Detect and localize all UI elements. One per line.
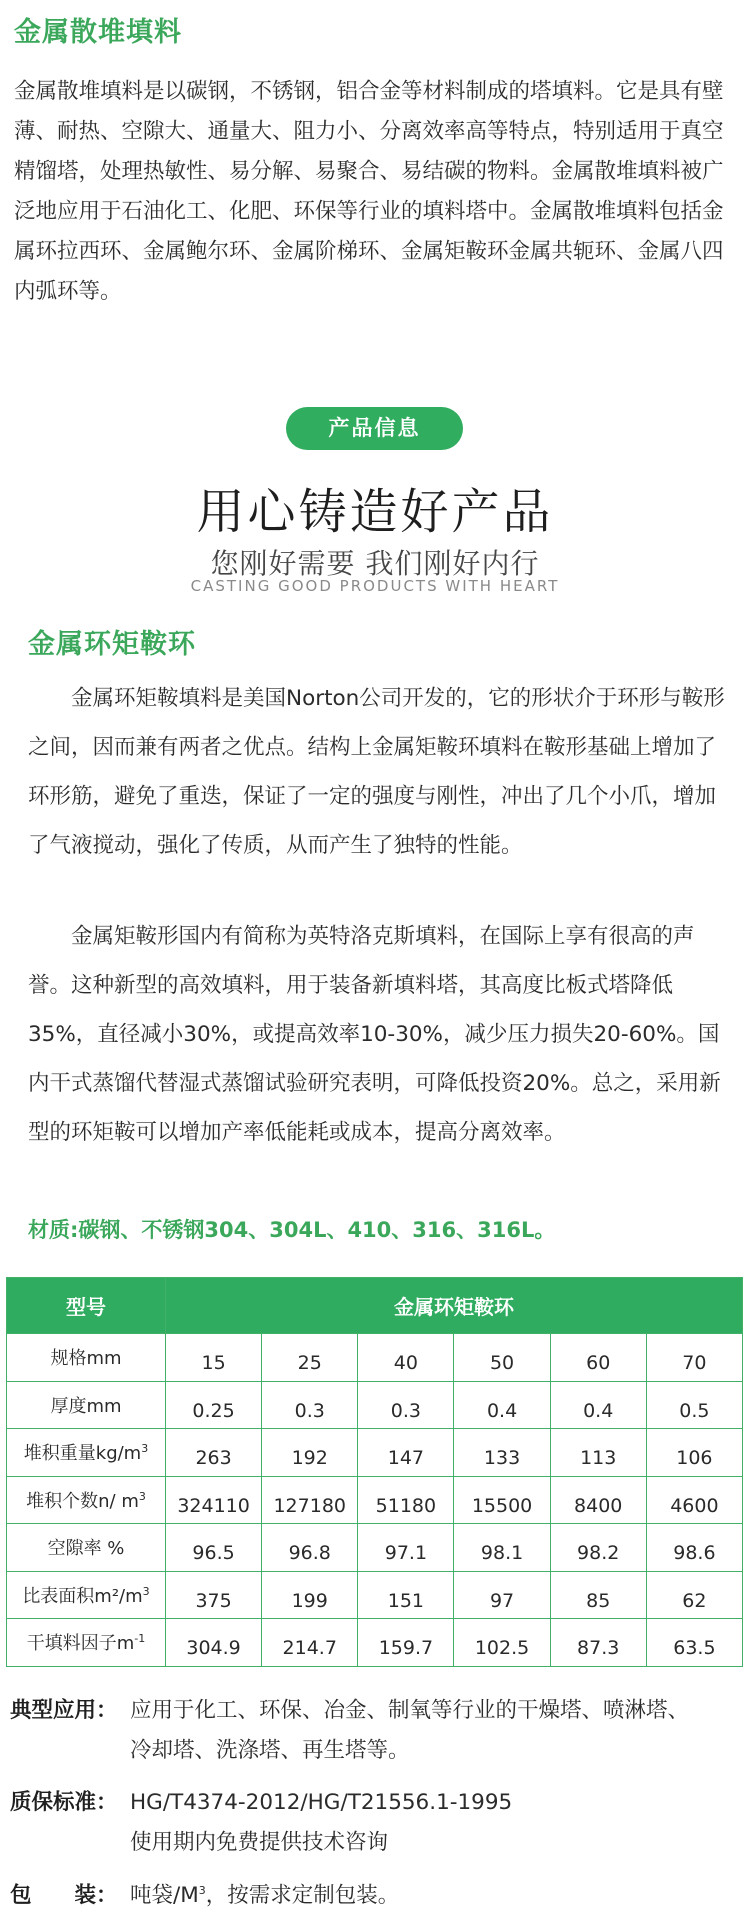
table-cell: 0.5 [646, 1381, 742, 1429]
row-label-text: 空隙率 % [47, 1538, 125, 1560]
product-info-badge: 产品信息 [286, 407, 463, 450]
row-label-text: 比表面积m²/m [22, 1585, 143, 1607]
table-cell: 60 [550, 1334, 646, 1382]
table-row [7, 1429, 743, 1477]
table-cell: 70 [646, 1334, 742, 1382]
packing-value-post: ，按需求定制包装。 [205, 1883, 400, 1908]
slogan-english: CASTING GOOD PRODUCTS WITH HEART [190, 577, 560, 595]
row-label-text: 堆积重量kg/m [23, 1443, 142, 1465]
row-label [7, 1571, 166, 1619]
table-cell: 96.8 [262, 1524, 358, 1572]
standard-line-1: HG/T4374-2012/HG/T21556.1-1995 [130, 1790, 513, 1815]
description-paragraph-2: 金属矩鞍形国内有简称为英特洛克斯填料，在国际上享有很高的声誉。这种新型的高效填料，用于装备新填料塔，其高度比板式塔降低35%，直径减小30%，或提高效率10-30%，减少压力损失20-60%。国内干式蒸馏代替湿式蒸馏试验研究表明，可降低投资20%。总之，采用新型的环矩鞍可以增加产率低能耗或成本，提高分离效率。 [28, 924, 721, 1145]
table-cell: 63.5 [646, 1619, 742, 1667]
spec-table-body [7, 1334, 743, 1667]
table-cell: 133 [454, 1429, 550, 1477]
table-cell: 4600 [646, 1476, 742, 1524]
packing-value-sup: 3 [198, 1883, 206, 1897]
table-cell: 147 [358, 1429, 454, 1477]
section-heading-scattered-packing: 金属散堆填料 [14, 17, 182, 48]
row-label-superscript: -1 [134, 1632, 146, 1646]
standard-line-2: 使用期内免费提供技术咨询 [130, 1830, 389, 1855]
row-label [7, 1476, 166, 1524]
spec-table [6, 1277, 743, 1667]
table-row [7, 1476, 743, 1524]
table-cell: 87.3 [550, 1619, 646, 1667]
row-label [7, 1619, 166, 1667]
row-label [7, 1334, 166, 1382]
table-cell: 85 [550, 1571, 646, 1619]
table-cell: 98.2 [550, 1524, 646, 1572]
table-cell: 375 [166, 1571, 262, 1619]
standard-block [10, 1783, 512, 1863]
table-cell: 324110 [166, 1476, 262, 1524]
table-cell: 97.1 [358, 1524, 454, 1572]
description-paragraph-1: 金属环矩鞍填料是美国Norton公司开发的，它的形状介于环形与鞍形之间，因而兼有两者之优点。结构上金属矩鞍环填料在鞍形基础上增加了环形筋，避免了重迭，保证了一定的强度与刚性，冲出了几个小爪，增加了气液搅动，强化了传质，从而产生了独特的性能。 [28, 686, 725, 858]
table-row [7, 1524, 743, 1572]
table-cell: 0.3 [358, 1381, 454, 1429]
table-cell: 40 [358, 1334, 454, 1382]
packing-value [130, 1883, 399, 1908]
table-cell: 50 [454, 1334, 550, 1382]
application-block [10, 1691, 689, 1771]
table-cell: 98.6 [646, 1524, 742, 1572]
table-cell: 62 [646, 1571, 742, 1619]
table-row [7, 1334, 743, 1382]
table-cell: 0.4 [454, 1381, 550, 1429]
row-label [7, 1524, 166, 1572]
standard-key: 质保标准： [10, 1790, 118, 1815]
row-label-text: 厚度mm [50, 1395, 122, 1417]
table-cell: 25 [262, 1334, 358, 1382]
row-label-superscript: 3 [138, 1489, 146, 1503]
table-cell: 151 [358, 1571, 454, 1619]
table-cell: 192 [262, 1429, 358, 1477]
row-label-text: 堆积个数n/ m [26, 1490, 139, 1512]
table-cell: 96.5 [166, 1524, 262, 1572]
table-cell: 113 [550, 1429, 646, 1477]
table-cell: 8400 [550, 1476, 646, 1524]
header-product: 金属环矩鞍环 [166, 1278, 743, 1334]
table-cell: 0.4 [550, 1381, 646, 1429]
table-row [7, 1619, 743, 1667]
row-label [7, 1381, 166, 1429]
table-cell: 127180 [262, 1476, 358, 1524]
table-cell: 159.7 [358, 1619, 454, 1667]
table-cell: 97 [454, 1571, 550, 1619]
section-heading-saddle-ring: 金属环矩鞍环 [28, 629, 196, 660]
table-cell: 214.7 [262, 1619, 358, 1667]
row-label-text: 规格mm [50, 1348, 122, 1370]
packing-block [10, 1876, 399, 1916]
table-cell: 0.3 [262, 1381, 358, 1429]
table-cell: 15500 [454, 1476, 550, 1524]
table-cell: 51180 [358, 1476, 454, 1524]
table-cell: 263 [166, 1429, 262, 1477]
application-line-1: 应用于化工、环保、冶金、制氧等行业的干燥塔、喷淋塔、 [130, 1698, 690, 1723]
table-cell: 15 [166, 1334, 262, 1382]
table-cell: 199 [262, 1571, 358, 1619]
packing-value-pre: 吨袋/M [130, 1883, 199, 1908]
row-label-superscript: 3 [141, 1442, 149, 1456]
application-line-2: 冷却塔、洗涤塔、再生塔等。 [130, 1738, 410, 1763]
row-label [7, 1429, 166, 1477]
table-cell: 102.5 [454, 1619, 550, 1667]
table-cell: 304.9 [166, 1619, 262, 1667]
table-cell: 0.25 [166, 1381, 262, 1429]
slogan-main: 用心铸造好产品 [196, 484, 554, 540]
table-row [7, 1571, 743, 1619]
table-cell: 98.1 [454, 1524, 550, 1572]
header-model: 型号 [7, 1278, 166, 1334]
material-line: 材质:碳钢、不锈钢304、304L、410、316、316L。 [28, 1218, 556, 1242]
table-cell: 106 [646, 1429, 742, 1477]
slogan-sub: 您刚好需要 我们刚好内行 [210, 547, 540, 580]
packing-key: 包 装： [10, 1883, 118, 1908]
spec-table-header [7, 1278, 743, 1334]
intro-paragraph: 金属散堆填料是以碳钢，不锈钢，铝合金等材料制成的塔填料。它是具有壁薄、耐热、空隙大、通量大、阻力小、分离效率高等特点，特别适用于真空精馏塔，处理热敏性、易分解、易聚合、易结碳的物料。金属散堆填料被广泛地应用于石油化工、化肥、环保等行业的填料塔中。金属散堆填料包括金属环拉西环、金属鲍尔环、金属阶梯环、金属矩鞍环金属共轭环、金属八四内弧环等。 [14, 79, 724, 304]
row-label-superscript: 3 [142, 1584, 150, 1598]
row-label-text: 干填料因子m [26, 1633, 135, 1655]
table-row [7, 1381, 743, 1429]
application-key: 典型应用： [10, 1698, 118, 1723]
